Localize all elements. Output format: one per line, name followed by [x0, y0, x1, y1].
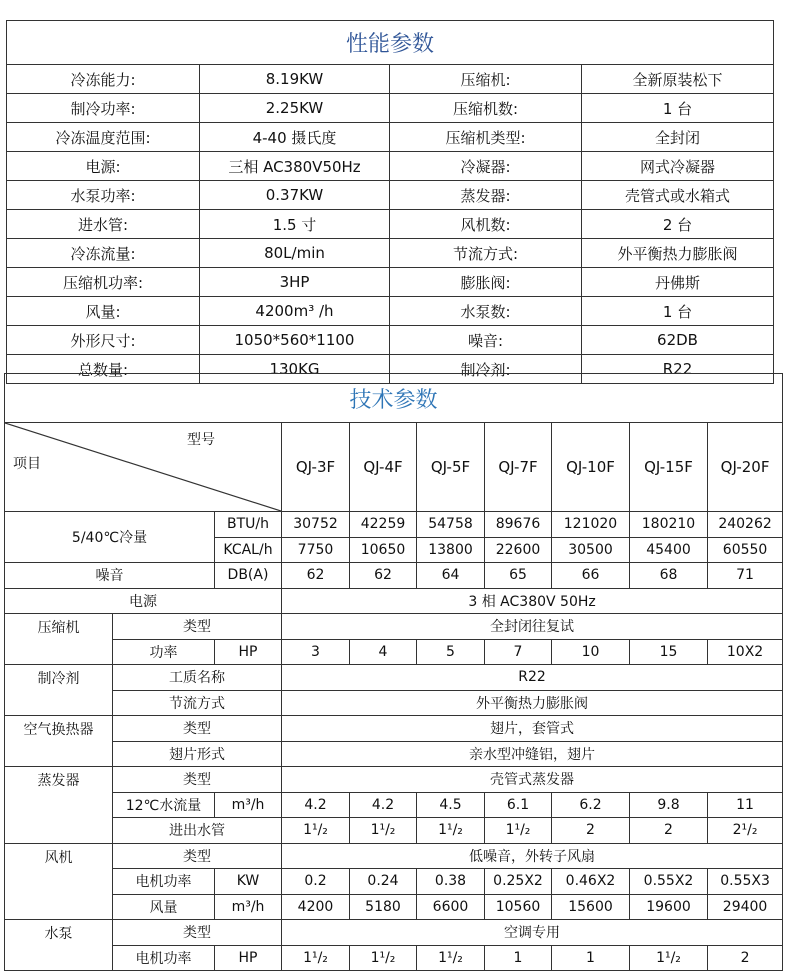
performance-title: 性能参数: [7, 21, 774, 65]
table-row: [5, 588, 783, 614]
model-header: QJ-4F: [350, 423, 417, 512]
item-label: 类型: [113, 716, 282, 742]
unit-label: HP: [215, 945, 282, 971]
value-cell: 60550: [708, 537, 783, 563]
item-label: 类型: [113, 767, 282, 793]
spec-value: 4200m³ /h: [200, 297, 390, 326]
spec-label: 总数量:: [7, 355, 200, 384]
header-item-label: 项目: [13, 456, 41, 472]
value-cell: 0.25X2: [485, 869, 552, 895]
value-cell: 6.2: [552, 792, 630, 818]
spec-value: 全封闭: [582, 123, 774, 152]
value-cell: 42259: [350, 512, 417, 538]
category-label: 制冷剂: [5, 665, 113, 716]
performance-row: [7, 326, 774, 355]
value-cell: 4.2: [282, 792, 350, 818]
table-row: [5, 512, 783, 538]
spec-label: 水泵数:: [390, 297, 582, 326]
value-cell: 71: [708, 563, 783, 589]
value-cell: 54758: [417, 512, 485, 538]
table-row: [5, 869, 783, 895]
table-row: [5, 614, 783, 640]
spec-label: 冷冻温度范围:: [7, 123, 200, 152]
value-cell: 89676: [485, 512, 552, 538]
table-row: [5, 843, 783, 869]
spec-label: 外形尺寸:: [7, 326, 200, 355]
spanned-value: 3 相 AC380V 50Hz: [282, 588, 783, 614]
category-label: 噪音: [5, 563, 215, 589]
spec-label: 风机数:: [390, 210, 582, 239]
spanned-value: 低噪音，外转子风扇: [282, 843, 783, 869]
spec-value: 网式冷凝器: [582, 152, 774, 181]
table-row: [5, 665, 783, 691]
value-cell: 62: [350, 563, 417, 589]
model-header: QJ-15F: [630, 423, 708, 512]
value-cell: 1¹/₂: [282, 945, 350, 971]
spec-value: 2.25KW: [200, 94, 390, 123]
value-cell: 1: [485, 945, 552, 971]
item-label: 翅片形式: [113, 741, 282, 767]
performance-row: [7, 181, 774, 210]
spec-value: 1 台: [582, 94, 774, 123]
value-cell: 30500: [552, 537, 630, 563]
technical-title: 技术参数: [5, 374, 783, 423]
spec-label: 噪音:: [390, 326, 582, 355]
model-header: QJ-20F: [708, 423, 783, 512]
item-label: 风量: [113, 894, 215, 920]
spec-label: 风量:: [7, 297, 200, 326]
spec-label: 制冷功率:: [7, 94, 200, 123]
item-label: 工质名称: [113, 665, 282, 691]
spec-value: 1050*560*1100: [200, 326, 390, 355]
value-cell: 65: [485, 563, 552, 589]
table-row: [5, 894, 783, 920]
table-row: [5, 741, 783, 767]
spec-value: 3HP: [200, 268, 390, 297]
value-cell: 7750: [282, 537, 350, 563]
spec-label: 冷冻能力:: [7, 65, 200, 94]
value-cell: 0.24: [350, 869, 417, 895]
value-cell: 1¹/₂: [350, 818, 417, 844]
value-cell: 0.55X2: [630, 869, 708, 895]
performance-row: [7, 94, 774, 123]
performance-row: [7, 65, 774, 94]
performance-table: [6, 20, 774, 384]
value-cell: 180210: [630, 512, 708, 538]
category-label: 风机: [5, 843, 113, 920]
value-cell: 2¹/₂: [708, 818, 783, 844]
value-cell: 0.46X2: [552, 869, 630, 895]
table-row: [5, 767, 783, 793]
value-cell: 5180: [350, 894, 417, 920]
model-header: QJ-7F: [485, 423, 552, 512]
header-model-label: 型号: [187, 432, 215, 448]
table-row: [5, 920, 783, 946]
model-header: QJ-5F: [417, 423, 485, 512]
performance-row: [7, 210, 774, 239]
spec-value: 三相 AC380V50Hz: [200, 152, 390, 181]
table-row: [5, 563, 783, 589]
spec-label: 压缩机数:: [390, 94, 582, 123]
category-label: 压缩机: [5, 614, 113, 665]
spec-label: 膨胀阀:: [390, 268, 582, 297]
technical-table: [4, 373, 783, 971]
unit-label: m³/h: [215, 792, 282, 818]
value-cell: 6.1: [485, 792, 552, 818]
item-label: 节流方式: [113, 690, 282, 716]
value-cell: 1: [552, 945, 630, 971]
spanned-value: 全封闭往复试: [282, 614, 783, 640]
performance-row: [7, 297, 774, 326]
spec-value: 8.19KW: [200, 65, 390, 94]
model-header: QJ-10F: [552, 423, 630, 512]
performance-row: [7, 123, 774, 152]
spec-label: 压缩机:: [390, 65, 582, 94]
item-label: 功率: [113, 639, 215, 665]
value-cell: 0.2: [282, 869, 350, 895]
value-cell: 9.8: [630, 792, 708, 818]
performance-row: [7, 268, 774, 297]
spec-value: 丹佛斯: [582, 268, 774, 297]
value-cell: 0.38: [417, 869, 485, 895]
spec-value: 2 台: [582, 210, 774, 239]
value-cell: 1¹/₂: [350, 945, 417, 971]
spec-value: 62DB: [582, 326, 774, 355]
value-cell: 4: [350, 639, 417, 665]
table-row: [5, 818, 783, 844]
spec-value: 80L/min: [200, 239, 390, 268]
unit-label: KCAL/h: [215, 537, 282, 563]
unit-label: HP: [215, 639, 282, 665]
performance-row: [7, 152, 774, 181]
spec-label: 压缩机类型:: [390, 123, 582, 152]
spec-label: 冷冻流量:: [7, 239, 200, 268]
diagonal-line: [5, 423, 281, 511]
item-label: 类型: [113, 614, 282, 640]
value-cell: 29400: [708, 894, 783, 920]
value-cell: 4.5: [417, 792, 485, 818]
value-cell: 10650: [350, 537, 417, 563]
spec-label: 压缩机功率:: [7, 268, 200, 297]
value-cell: 22600: [485, 537, 552, 563]
value-cell: 15600: [552, 894, 630, 920]
value-cell: 64: [417, 563, 485, 589]
value-cell: 1¹/₂: [417, 818, 485, 844]
table-row: [5, 690, 783, 716]
value-cell: 19600: [630, 894, 708, 920]
spanned-value: 外平衡热力膨胀阀: [282, 690, 783, 716]
spec-value: R22: [582, 355, 774, 384]
value-cell: 5: [417, 639, 485, 665]
spec-value: 1.5 寸: [200, 210, 390, 239]
value-cell: 1¹/₂: [485, 818, 552, 844]
unit-label: DB(A): [215, 563, 282, 589]
spec-value: 全新原装松下: [582, 65, 774, 94]
value-cell: 68: [630, 563, 708, 589]
value-cell: 3: [282, 639, 350, 665]
spec-value: 130KG: [200, 355, 390, 384]
unit-label: m³/h: [215, 894, 282, 920]
table-row: [5, 945, 783, 971]
spec-label: 节流方式:: [390, 239, 582, 268]
value-cell: 1¹/₂: [417, 945, 485, 971]
category-label: 5/40℃冷量: [5, 512, 215, 563]
category-label: 电源: [5, 588, 282, 614]
item-label: 电机功率: [113, 945, 215, 971]
value-cell: 11: [708, 792, 783, 818]
spec-label: 进水管:: [7, 210, 200, 239]
item-label: 电机功率: [113, 869, 215, 895]
value-cell: 10X2: [708, 639, 783, 665]
value-cell: 2: [552, 818, 630, 844]
spec-value: 4-40 摄氏度: [200, 123, 390, 152]
value-cell: 15: [630, 639, 708, 665]
model-header: QJ-3F: [282, 423, 350, 512]
value-cell: 2: [708, 945, 783, 971]
spec-value: 壳管式或水箱式: [582, 181, 774, 210]
value-cell: 6600: [417, 894, 485, 920]
value-cell: 45400: [630, 537, 708, 563]
item-label: 进出水管: [113, 818, 282, 844]
category-label: 水泵: [5, 920, 113, 971]
value-cell: 4200: [282, 894, 350, 920]
value-cell: 66: [552, 563, 630, 589]
item-label: 类型: [113, 843, 282, 869]
spec-label: 电源:: [7, 152, 200, 181]
spec-label: 水泵功率:: [7, 181, 200, 210]
value-cell: 4.2: [350, 792, 417, 818]
value-cell: 10560: [485, 894, 552, 920]
value-cell: 1¹/₂: [282, 818, 350, 844]
spec-label: 制冷剂:: [390, 355, 582, 384]
value-cell: 10: [552, 639, 630, 665]
value-cell: 1¹/₂: [630, 945, 708, 971]
value-cell: 7: [485, 639, 552, 665]
category-label: 蒸发器: [5, 767, 113, 844]
value-cell: 2: [630, 818, 708, 844]
spanned-value: 空调专用: [282, 920, 783, 946]
header-diagonal-cell: [5, 423, 282, 512]
unit-label: KW: [215, 869, 282, 895]
item-label: 12℃水流量: [113, 792, 215, 818]
unit-label: BTU/h: [215, 512, 282, 538]
category-label: 空气换热器: [5, 716, 113, 767]
spec-value: 外平衡热力膨胀阀: [582, 239, 774, 268]
value-cell: 62: [282, 563, 350, 589]
table-row: [5, 792, 783, 818]
spec-value: 1 台: [582, 297, 774, 326]
value-cell: 13800: [417, 537, 485, 563]
performance-row: [7, 239, 774, 268]
spec-label: 冷凝器:: [390, 152, 582, 181]
spanned-value: R22: [282, 665, 783, 691]
spec-value: 0.37KW: [200, 181, 390, 210]
item-label: 类型: [113, 920, 282, 946]
value-cell: 121020: [552, 512, 630, 538]
table-row: [5, 716, 783, 742]
value-cell: 240262: [708, 512, 783, 538]
spec-label: 蒸发器:: [390, 181, 582, 210]
spanned-value: 翅片，套管式: [282, 716, 783, 742]
spanned-value: 亲水型冲缝铝，翅片: [282, 741, 783, 767]
table-row: [5, 639, 783, 665]
spanned-value: 壳管式蒸发器: [282, 767, 783, 793]
value-cell: 0.55X3: [708, 869, 783, 895]
value-cell: 30752: [282, 512, 350, 538]
